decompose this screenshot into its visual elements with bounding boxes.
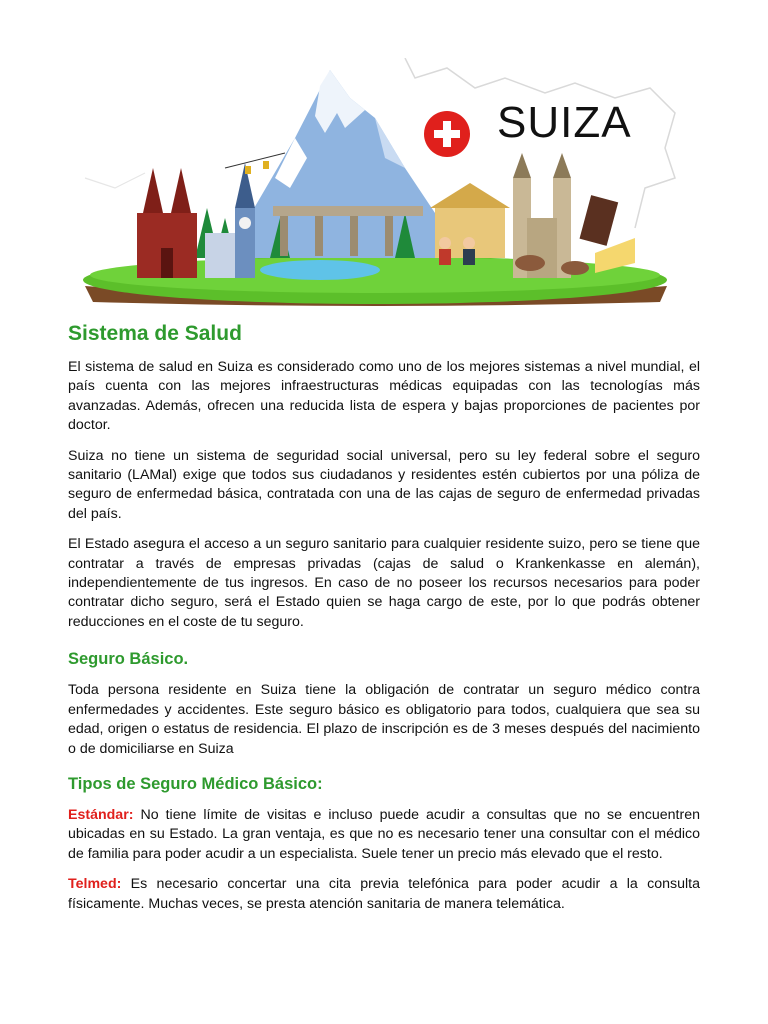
paragraph: Suiza no tiene un sistema de seguridad social universal, pero su ley federal sobre el seguro sanitario (LAMal) exige que todos sus ciudadanos y residentes estén cubiertos por una póliza de seguro de enfermedad básica, contratada con una de las cajas de seguro de enfermedad privadas del país. bbox=[68, 447, 700, 522]
section-heading-health-system: Sistema de Salud bbox=[68, 322, 242, 345]
term-description: Es necesario concertar una cita previa telefónica para poder acudir a la consulta físicamente. Muchas veces, se presta atención sanitaria de manera telemática. bbox=[68, 876, 700, 912]
cathedral-icon bbox=[137, 168, 197, 278]
chocolate-icon bbox=[580, 195, 619, 246]
paragraph: El sistema de salud en Suiza es considerado como uno de los mejores sistemas a nivel mundial, el país cuenta con las mejores infraestructuras médicas equipadas con las tecnologías más avanzadas. Además, ofrecen una reducida lista de espera y bajas proporciones de pacientes por doctor. bbox=[68, 359, 700, 434]
banner-title: SUIZA bbox=[497, 98, 632, 147]
paragraph: Toda persona residente en Suiza tiene la obligación de contratar un seguro médico contra enfermedades y accidentes. Este seguro básico es obligatorio para todos, cualquiera que sea su edad, origen o estatus de residencia. El plazo de inscripción es de 3 meses después del nacimiento o de domiciliarse en Suiza bbox=[68, 682, 700, 757]
swiss-flag-icon bbox=[424, 111, 470, 157]
clock-tower-icon bbox=[205, 163, 255, 278]
insurance-type-standard bbox=[68, 806, 700, 864]
term-description: No tiene límite de visitas e incluso puede acudir a consultas que no se encuentren ubicadas en su Estado. La gran ventaja, es que no es necesario tener una consultar con el médico de familia para poder acudir a un especialista. Suele tener un precio más elevado que el resto. bbox=[68, 806, 700, 862]
paragraph: El Estado asegura el acceso a un seguro sanitario para cualquier residente suizo, pero se tiene que contratar a través de empresas privadas (cajas de salud o Krankenkasse en alemán), independientemente de tus ingresos. En caso de no poseer los recursos necesarios para poder contratar dicho seguro, será el Estado quien se haga cargo de este, por lo que podrás obtener reducciones en el coste de tu seguro. bbox=[68, 536, 700, 630]
section-heading-insurance-types: Tipos de Seguro Médico Básico: bbox=[68, 774, 323, 793]
insurance-type-telmed bbox=[68, 875, 700, 914]
switzerland-banner bbox=[75, 58, 680, 308]
mountain-icon bbox=[225, 70, 465, 258]
document-body bbox=[68, 322, 700, 925]
term-label: Estándar: bbox=[68, 806, 134, 823]
section-heading-basic-insurance: Seguro Básico. bbox=[68, 650, 189, 669]
term-label: Telmed: bbox=[68, 876, 122, 893]
